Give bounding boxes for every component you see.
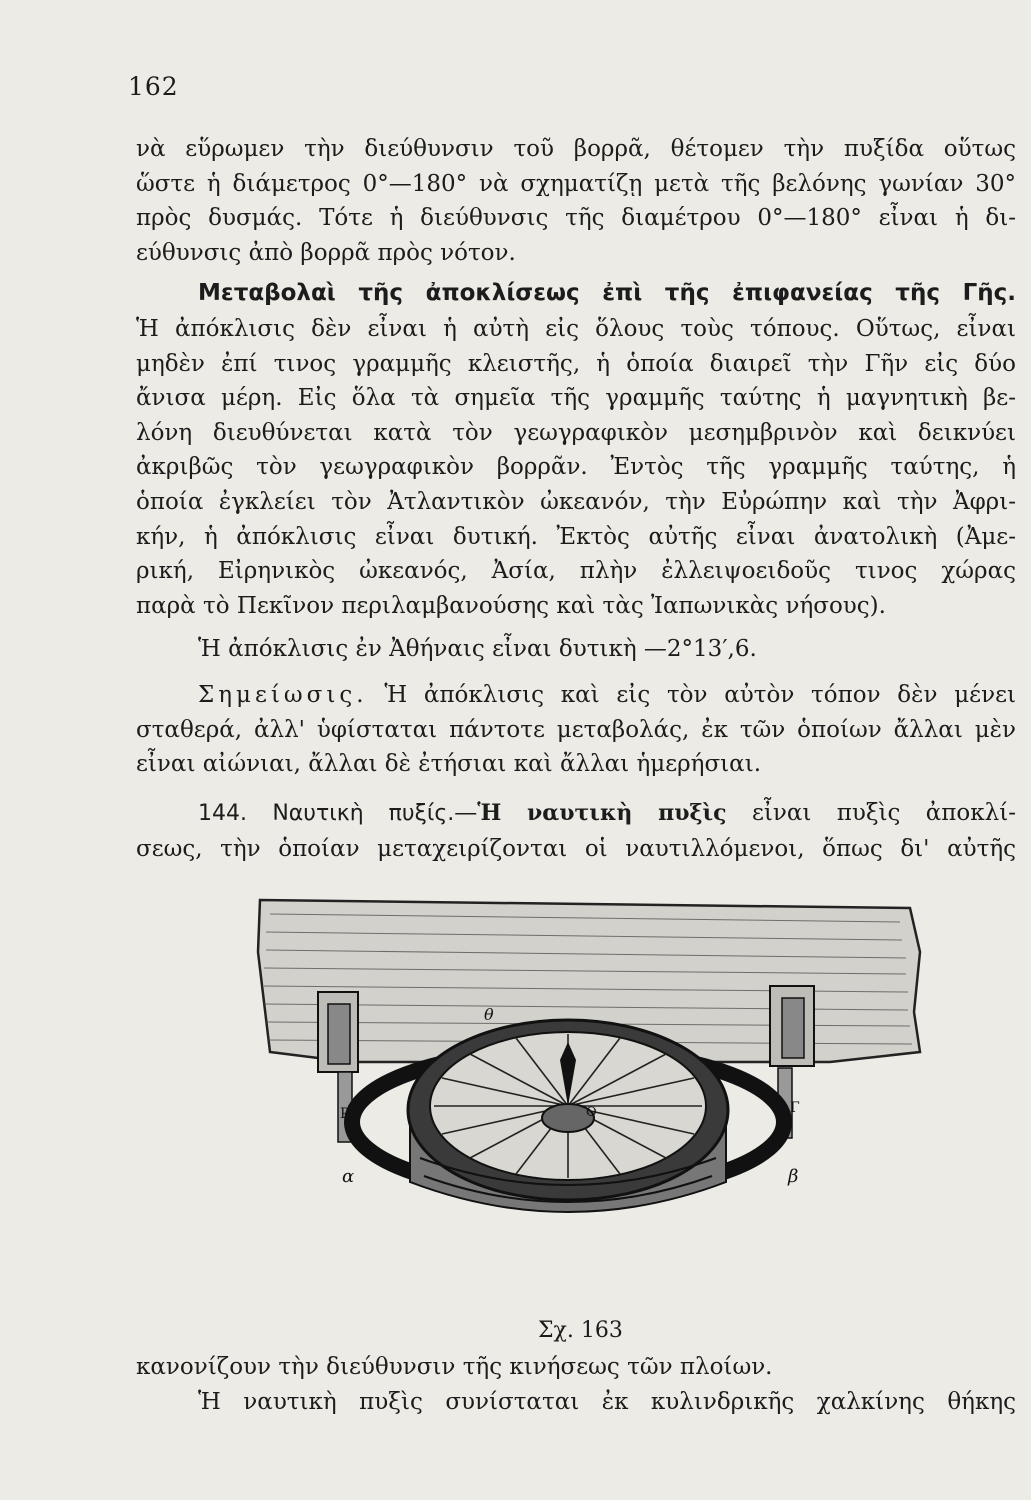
text-line: σταθερά, ἀλλ' ὑφίσταται πάντοτε μεταβολάς, ἐκ τῶν ὁποίων ἄλλαι μὲν <box>136 716 1016 743</box>
text-line: πρὸς δυσμάς. Τότε ἡ διεύθυνσις τῆς διαμέτρου 0°—180° εἶναι ἡ δι- <box>136 205 1016 232</box>
section-term: Ἡ ναυτικὴ πυξὶς <box>477 800 727 826</box>
text-line: εἶναι αἰώνιαι, ἄλλαι δὲ ἐτήσιαι καὶ ἄλλαι ἡμερήσιαι. <box>136 751 762 778</box>
section-144 <box>136 796 1016 866</box>
section-dash: — <box>454 800 478 826</box>
paragraph-marine-compass <box>136 1350 1016 1419</box>
note-label: Σημείωσις. <box>198 682 368 708</box>
text-line: σεως, τὴν ὁποίαν μεταχειρίζονται οἱ ναυτιλλόμενοι, ὅπως δι' αὐτῆς <box>136 835 1016 862</box>
label-p: P <box>340 1106 350 1122</box>
paragraph-declination <box>136 312 1016 623</box>
athens-declination <box>198 632 1016 667</box>
text-line: ρική, Εἰρηνικὸς ὠκεανός, Ἀσία, πλὴν ἐλλειψοειδοῦς τινος χώρας <box>136 558 1016 585</box>
text-line: ἄνισα μέρη. Εἰς ὅλα τὰ σημεῖα τῆς γραμμῆς ταύτης ἡ μαγνητικὴ βε- <box>136 385 1016 412</box>
text-line: κήν, ἡ ἀπόκλισις εἶναι δυτική. Ἐκτὸς αὐτῆς εἶναι ἀνατολικὴ (Ἀμε- <box>136 523 1016 550</box>
text-line: μηδὲν ἐπί τινος γραμμῆς κλειστῆς, ἡ ὁποία διαιρεῖ τὴν Γῆν εἰς δύο <box>136 350 1016 377</box>
label-o: Ο <box>586 1105 597 1120</box>
text-line: Ἡ ναυτικὴ πυξὶς συνίσταται ἐκ κυλινδρικῆς χαλκίνης θήκης <box>198 1388 1016 1415</box>
figure-caption: Σχ. 163 <box>538 1318 623 1343</box>
text-line: ἀκριβῶς τὸν γεωγραφικὸν βορρᾶν. Ἐντὸς τῆς γραμμῆς ταύτης, ἡ <box>136 454 1016 481</box>
text-line: εἶναι πυξὶς ἀποκλί- <box>751 800 1016 826</box>
text-line: ὁποία ἐγκλείει τὸν Ἀτλαντικὸν ὠκεανόν, τὴν Εὐρώπην καὶ τὴν Ἀφρι- <box>136 488 1016 515</box>
text-line: παρὰ τὸ Πεκῖνον περιλαμβανούσης καὶ τὰς Ἰαπωνικὰς νήσους). <box>136 592 886 619</box>
note-first-line <box>136 678 1016 713</box>
text-line: Ἡ ἀπόκλισις καὶ εἰς τὸν αὐτὸν τόπον δὲν μένει <box>384 682 1016 708</box>
label-a: α <box>342 1166 355 1187</box>
paragraph-compass-orientation <box>136 132 1016 270</box>
section-heading <box>198 276 1016 311</box>
text-line: λόνη διευθύνεται κατὰ τὸν γεωγραφικὸν μεσημβρινὸν καὶ δεικνύει <box>136 419 1016 446</box>
section-title: Ναυτικὴ πυξίς. <box>272 801 455 826</box>
section-number: 144. <box>198 801 247 826</box>
text-line: ὥστε ἡ διάμετρος 0°—180° νὰ σχηματίζῃ μετὰ τῆς βελόνης γωνίαν 30° <box>136 170 1016 197</box>
text-line: νὰ εὕρωμεν τὴν διεύθυνσιν τοῦ βορρᾶ, θέτομεν τὴν πυξίδα οὕτως <box>136 136 1016 162</box>
label-b: β <box>788 1166 799 1187</box>
label-theta: θ <box>484 1005 494 1024</box>
text-line: Ἡ ἀπόκλισις δὲν εἶναι ἡ αὐτὴ εἰς ὅλους τοὺς τόπους. Οὕτως, εἶναι <box>136 316 1016 342</box>
text-line: κανονίζουν τὴν διεύθυνσιν τῆς κινήσεως τῶν πλοίων. <box>136 1354 773 1380</box>
section-first-line <box>136 796 1016 832</box>
label-gamma: Γ <box>790 1100 800 1116</box>
text-line: Ἡ ἀπόκλισις ἐν Ἀθήναις εἶναι δυτικὴ —2°13′,6. <box>198 636 757 662</box>
text-line: εύθυνσις ἀπὸ βορρᾶ πρὸς νότον. <box>136 239 516 266</box>
note-block <box>136 678 1016 782</box>
heading-text: Μεταβολαὶ τῆς ἀποκλίσεως ἐπὶ τῆς ἐπιφανείας τῆς Γῆς. <box>198 280 1016 306</box>
compass-engraving <box>230 892 930 1222</box>
page-number: 162 <box>128 72 179 101</box>
compass-figure <box>230 892 930 1222</box>
